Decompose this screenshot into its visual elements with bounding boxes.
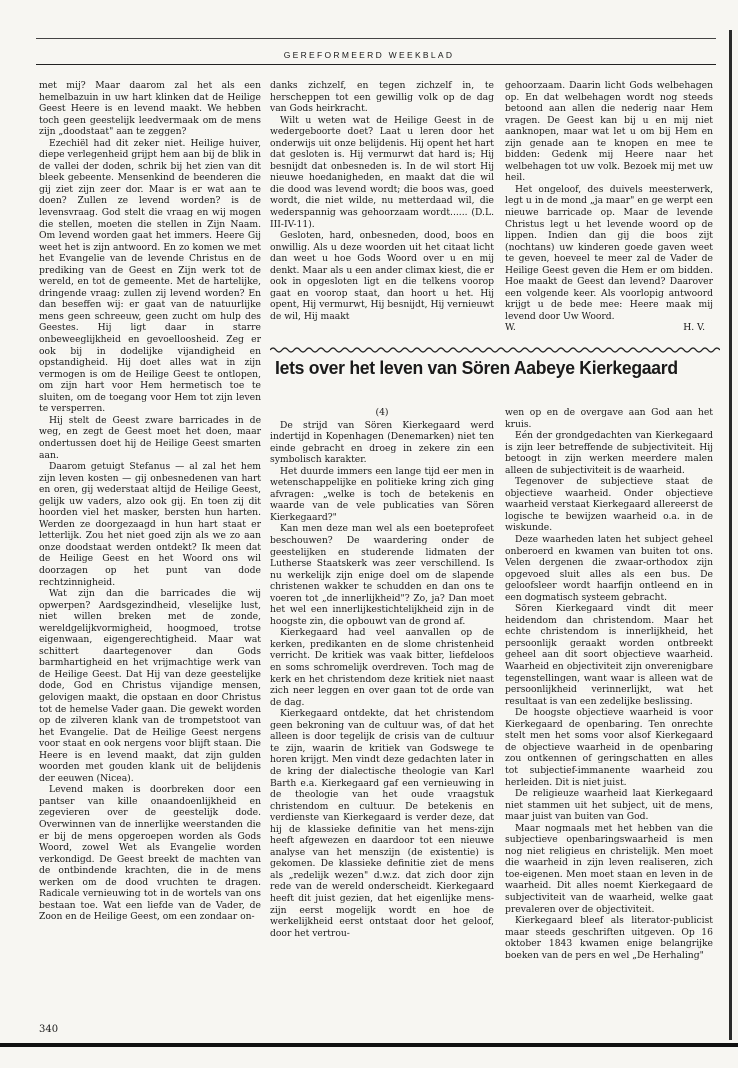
paragraph: De religieuze waarheid laat Kierkegaard niet stammen uit het subject, uit de mens, maar juist van buiten van God. — [505, 788, 713, 823]
paragraph: Kierkegaard bleef als literator-publicist maar steeds geschriften uitgeven. Op 16 oktober 1843 kwamen enige belangrijke boeken van de pers en wel „De Herhaling" — [505, 915, 713, 961]
paragraph: Kierkegaard had veel aanvallen op de kerken, predikanten en de slome christenheid verricht. De kritiek was vaak bitter, liefdeloos en soms schromelijk overdreven. Toch mag de kerk en het christendom deze kritiek niet naast zich neer leggen en over gaan tot de orde van de dag. — [270, 627, 494, 708]
signature-left: W. — [505, 322, 516, 334]
paragraph: Maar nogmaals met het hebben van die subjectieve openbaringswaarheid is men nog niet religieus en christelijk. Men moet die waarheid in zijn leven realiseren, zich toe-eigenen. Men moet staan en leven in de waarheid. Dit alles noemt Kierkegaard de subjectiviteit van de waarheid, welke gaat prevaleren over de objectiviteit. — [505, 822, 713, 915]
article-column-2 — [505, 407, 713, 961]
masthead-rule — [36, 64, 716, 65]
column-1 — [39, 80, 261, 923]
paragraph: Wilt u weten wat de Heilige Geest in de wedergeboorte doet? Laat u leren door het onderwijs uit onze belijdenis. Hij opent het hart dat gesloten is. Hij vermurwt dat hard is; Hij besnijdt dat onbesneden is. In de wil stort Hij nieuwe hoedanigheden, en maakt dat die wil die dood was levend wordt; die boos was, goed wordt, die niet wilde, nu metterdaad wil, die wederspannig was gehoorzaam wordt...... (D.L. III-IV-11). — [270, 114, 494, 230]
paragraph: De hoogste objectieve waarheid is voor Kierkegaard de openbaring. Ten onrechte stelt men het soms voor alsof Kierkegaard de objectieve waarheid in de openbaring zou ontkennen of geringschatten en alles tot subjectief-immanente waarheid zou herleiden. Dit is niet juist. — [505, 707, 713, 788]
paragraph: Daarom getuigt Stefanus — al zal het hem zijn leven kosten — gij onbesnedenen van hart en oren, gij wederstaat altijd de Heilige Geest, gelijk uw vaders, alzo ook gij. En toen zij dit hoorden viel het masker, bersten hun harten. Werden ze doorgezaagd in hun hart staat er letterlijk. Zou het niet goed zijn als we zo aan onze doodstaat werden ontdekt? Ik meen dat de Heilige Geest en het Woord ons wil doorzagen op het punt van dode rechtzinnigheid. — [39, 461, 261, 588]
article-title: Iets over het leven van Sören Aabeye Kierkegaard — [275, 357, 678, 378]
paragraph: gehoorzaam. Daarin licht Gods welbehagen op. En dat welbehagen wordt nog steeds betoond aan allen die nederig naar Hem vragen. De Geest kan bij u en mij niet aanknopen, maar wat let u om bij Hem en zijn genade aan te knopen en mee te bidden: Gedenk mij Heere naar het welbehagen tot uw volk. Bezoek mij met uw heil. — [505, 80, 713, 184]
paragraph: Ezechiël had dit zeker niet. Heilige huiver, diepe verlegenheid grijpt hem aan bij de blik in de vallei der doden, schrik bij het zien van dit bleek gebeente. Mensenkind de beenderen die gij ziet zijn zeer dor. Maar is er wat aan te doen? Zullen ze levend worden? is de levensvraag. God stelt die vraag en wij mogen die stellen, moeten die stellen in Zijn Naam. Om levend worden gaat het immers. Heere Gij weet het is zijn antwoord. En zo komen we met het Evangelie van de levende Christus en de prediking van de Geest en Zijn werk tot de wereld, en tot de gemeente. Met de hartelijke, dringende vraag: zullen zij levend worden? En dan beseffen wij: er gaat van de natuurlijke mens geen schreeuw, geen zucht om hulp des Geestes. Hij ligt daar in starre onbeweeglijkheid en gevoelloosheid. Zeg er ook bij in dodelijke vijandigheid en opstandigheid. Hij doet alles wat in zijn vermogen is om de Heilige Geest te ontlopen, om zijn hart voor Hem hermetisch toe te sluiten, om de toegang voor Hem tot zijn leven te versperren. — [39, 137, 261, 415]
paragraph: Eén der grondgedachten van Kierkegaard is zijn leer betreffende de subjectiviteit. Hij betoogt in zijn werken meerdere malen alleen de subjectiviteit is de waarheid. — [505, 430, 713, 476]
top-rule — [36, 38, 716, 39]
paragraph: De strijd van Sören Kierkegaard werd indertijd in Kopenhagen (Denemarken) niet ten einde gebracht en droeg in zekere zin een symbolisch karakter. — [270, 419, 494, 466]
binding-edge — [729, 30, 732, 1040]
paragraph: Gesloten, hard, onbesneden, dood, boos en onwillig. Als u deze woorden uit het citaat licht dan weet u hoe Gods Woord over u en mij denkt. Maar als u een ander climax kiest, die er ook in opgesloten ligt en die telkens voorop gaat en voorop staat, dan hoort u het. Hij opent, Hij vermurwt, Hij besnijdt, Hij vernieuwt de wil, Hij maakt — [270, 230, 494, 322]
article-column-1 — [270, 407, 494, 939]
paragraph: Hij stelt de Geest zware barricades in de weg, en zegt de Geest moet het doen, maar ondertussen doet hij de Heilige Geest smarten aan. — [39, 414, 261, 461]
masthead: GEREFORMEERD WEEKBLAD — [283, 50, 455, 60]
page-number: 340 — [39, 1024, 59, 1035]
signature-right: H. V. — [683, 322, 705, 334]
article-part-number: (4) — [375, 407, 389, 418]
paragraph: Tegenover de subjectieve staat de objectieve waarheid. Onder objectieve waarheid verstaat Kierkegaard allereerst de logische te bewijzen waarheid o.a. in de wiskunde. — [505, 476, 713, 534]
paragraph: Kierkegaard ontdekte, dat het christendom geen bekroning van de cultuur was, of dat het alleen is door tegelijk de crisis van de cultuur te zijn, waarin de kritiek van Godswege te horen krijgt. Men vindt deze gedachten later in de kring der dialectische theologie van Karl Barth e.a. Kierkegaard gaf een vernieuwing in de theologie van het oude vraagstuk christendom en cultuur. De betekenis en verdienste van Kierkegaard is verder deze, dat hij de klassieke definitie van het mens-zijn heeft afgewezen en daardoor tot een nieuwe analyse van het menszijn (de existentie) is gekomen. De klassieke definitie ziet de mens als „redelijk wezen" d.w.z. dat zich door zijn rede van de wereld onderscheidt. Kierkegaard heeft dit juist gezien, dat het eigenlijke mens-zijn eerst mogelijk wordt en hoe de werkelijkheid eerst ontstaat door het geloof, door het vertrou- — [270, 708, 494, 939]
paragraph: Kan men deze man wel als een boeteprofeet beschouwen? De waardering onder de geestelijken en studerende lidmaten der Lutherse Staatskerk was zeer verschillend. Is nu werkelijk zijn enige doel om de slapende christenen wakker te schudden en dan ons te voeren tot „de innerlijkheid"? Zo, ja? Dan moet het wel een innerlijkestichtelijkheid zijn in de hoogste zin, die opbouwt van de grond af. — [270, 523, 494, 627]
paragraph: Sören Kierkegaard vindt dit meer heidendom dan christendom. Maar het echte christendom is innerlijkheid, het persoonlijk geraakt worden ontbreekt geheel aan dit soort objectieve waarheid. Waarheid en objectiviteit zijn onverenigbare tegenstellingen, want waar is alleen wat de persoonlijkheid verinnerlijkt, wat het resultaat is van een zedelijke beslissing. — [505, 603, 713, 707]
column-3-top — [505, 80, 713, 334]
column-2-top — [270, 80, 494, 322]
paragraph: Het duurde immers een lange tijd eer men in wetenschappelijke en politieke kring zich ging afvragen: „welke is toch de betekenis en waarde van de vele publicaties van Sören Kierkegaard?" — [270, 465, 494, 523]
paragraph: Deze waarheden laten het subject geheel onberoerd en kwamen van buiten tot ons. Velen dergenen die zwaar-orthodox zijn opgevoed sluit alles als een bus. De geloofsleer wordt haarfijn ontleend en in een dogmatisch systeem gebracht. — [505, 534, 713, 603]
paragraph: Wat zijn dan die barricades die wij opwerpen? Aardsgezindheid, vleselijke lust, niet willen breken met de zonde, wereldgelijkvormigheid, hoogmoed, trotse eigenwaan, eigengerechtigheid. Maar wat schittert daartegenover dan Gods barmhartigheid en het vrijmachtige werk van de Heilige Geest. Dat Hij van deze geestelijke dode, God en Christus vijandige mensen, gelovigen maakt, die opstaan en door Christus tot de hemelse Vader gaan. Die gewekt worden op de zilveren klank van de trompetstoot van het Evangelie. Dat de Heilige Geest nergens voor staat en ook nergens voor blijft staan. Die Heere is en levend maakt, dat zijn gulden woorden met gouden klank uit de belijdenis der eeuwen (Nicea). — [39, 588, 261, 784]
paragraph: Levend maken is doorbreken door een pantser van kille onaandoenlijkheid en zegevieren over de geestelijk dode. Overwinnen van de innerlijke weerstanden die er bij de mens opgeroepen worden als Gods Woord, zowel Wet als Evangelie worden verkondigd. De Geest breekt de machten van de ontbindende krachten, die in de mens werken om de dood vruchten te dragen. Radicale vernieuwing tot in de wortels van ons bestaan toe. Wat een liefde van de Vader, de Zoon en de Heilige Geest, om een zondaar on- — [39, 784, 261, 923]
paragraph: wen op en de overgave aan God aan het kruis. — [505, 407, 713, 430]
signature — [505, 322, 713, 334]
paragraph: met mij? Maar daarom zal het als een hemelbazuin in uw hart klinken dat de Heilige Geest Heere is en levend maakt. We hebben toch geen geestelijk leedvermaak om de mens zijn „doodstaat" aan te zeggen? — [39, 80, 261, 138]
wavy-divider — [270, 346, 720, 354]
footer-rule — [0, 1043, 738, 1047]
paragraph: Het ongeloof, des duivels meesterwerk, legt u in de mond „ja maar" en ge werpt een nieuwe barricade op. Maar de levende Christus legt u het levende woord op de lippen. Indien dan gij die boos zijt (nochtans) uw kinderen goede gaven weet te geven, hoeveel te meer zal de Vader de Heilige Geest geven die Hem er om bidden. Hoe maakt de Geest dan levend? Daarover een volgende keer. Als voorlopig antwoord krijgt u de bede mee: Heere maak mij levend door Uw Woord. — [505, 183, 713, 322]
paragraph: danks zichzelf, en tegen zichzelf in, te herscheppen tot een gewillig volk op de dag van Gods heirkracht. — [270, 80, 494, 115]
